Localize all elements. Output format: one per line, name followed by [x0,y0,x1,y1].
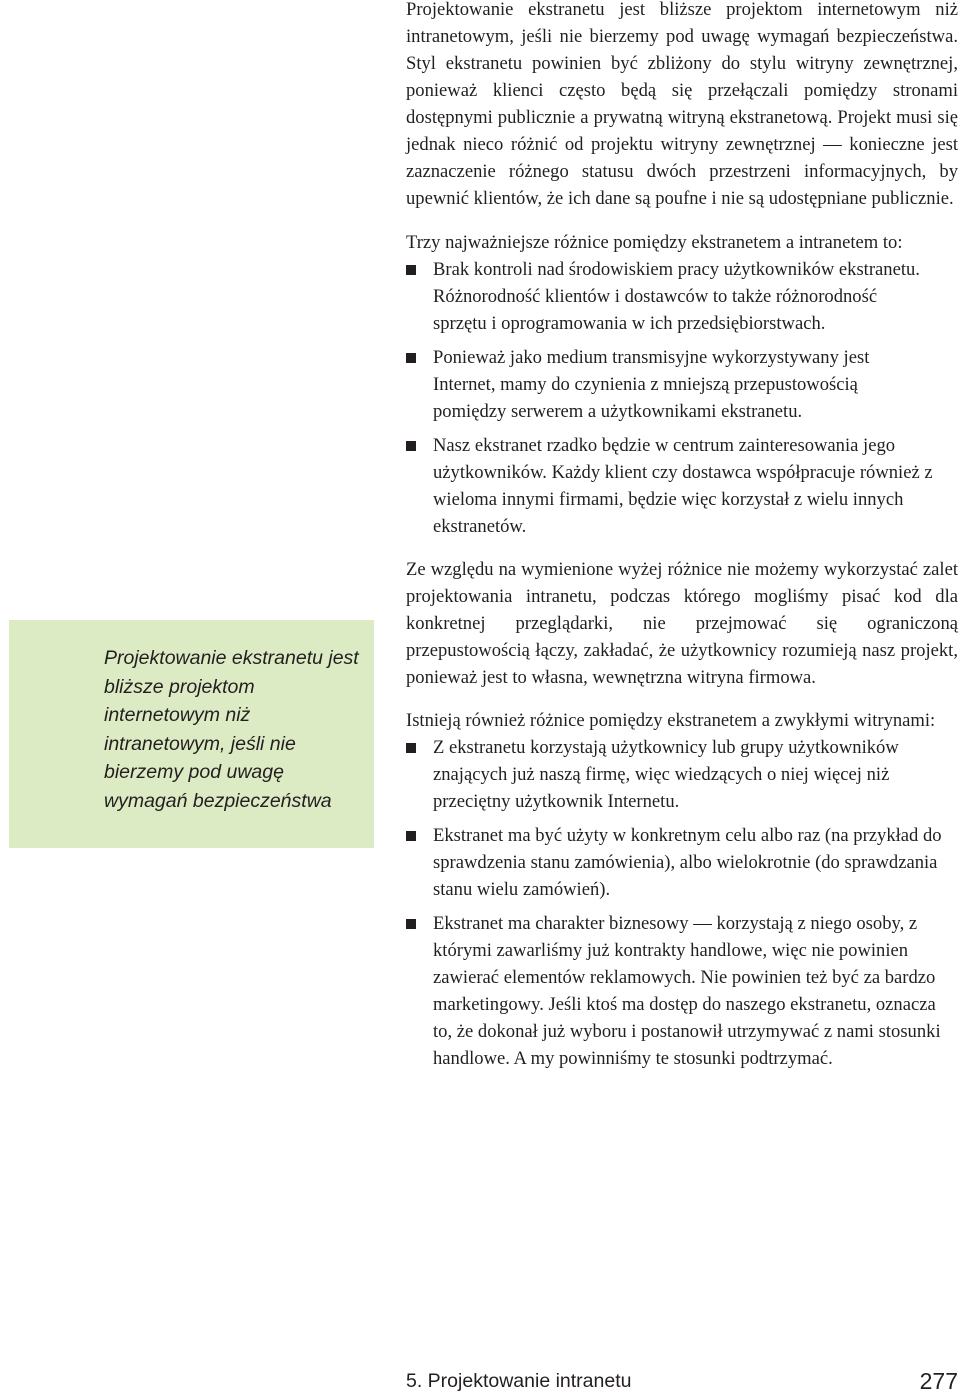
page-footer [406,1368,958,1394]
square-bullet-icon [406,441,416,451]
list-item [406,822,958,903]
differences-list [406,256,958,540]
list-item-text: Ekstranet ma być użyty w konkretnym celu albo raz (na przykład do sprawdzenia stanu zamówienia), albo wielokrotnie (do sprawdzania stanu wielu zamówień). [433,825,942,900]
list-item [406,734,958,815]
websites-lead-paragraph: Istnieją również różnice pomiędzy ekstranetem a zwykłymi witrynami: [406,710,936,731]
list-item [406,432,933,540]
list-item-text: Nasz ekstranet rzadko będzie w centrum zainteresowania jego użytkowników. Każdy klient czy dostawca współpracuje również z wieloma innymi firmami, będzie więc korzystał z wielu innych ekstranetów. [433,435,933,537]
list-item-text: Ekstranet ma charakter biznesowy — korzystają z niego osoby, z którymi zawarliśmy już kontrakty handlowe, więc nie powinien zawierać elementów reklamowych. Nie powinien też być za bardzo marketingowy. Jeśli ktoś ma dostęp do naszego ekstranetu, oznacza to, że dokonał już wyboru i postanowił utrzymywać z nami stosunki handlowe. A my powinniśmy te stosunki podtrzymać. [433,913,941,1069]
pull-quote-text: Projektowanie ekstranetu jest bliższe projektom internetowym niż intranetowym, jeśli nie bierzemy pod uwagę wymagań bezpieczeństwa [104,647,359,812]
list-item-text: Z ekstranetu korzystają użytkownicy lub grupy użytkowników znających już naszą firmę, więc wiedzących o niej więcej niż przeciętny użytkownik Internetu. [433,737,899,812]
main-text-column [406,0,958,1072]
website-differences-list [406,734,958,1072]
page-number: 277 [919,1368,958,1394]
square-bullet-icon [406,743,416,753]
differences-lead-paragraph: Trzy najważniejsze różnice pomiędzy ekstranetem a intranetem to: [406,232,903,253]
pull-quote-box [9,620,374,848]
chapter-title: 5. Projektowanie intranetu [406,1370,632,1392]
list-item-text: Ponieważ jako medium transmisyjne wykorzystywany jest Internet, mamy do czynienia z mniejszą przepustowością pomiędzy serwerem a użytkownikami ekstranetu. [433,347,870,422]
square-bullet-icon [406,353,416,363]
intro-paragraph: Projektowanie ekstranetu jest bliższe projektom internetowym niż intranetowym, jeśli nie bierzemy pod uwagę wymagań bezpieczeństwa. Styl ekstranetu powinien być zbliżony do stylu witryny zewnętrznej, ponieważ klienci często będą się przełączali pomiędzy stronami dostępnymi publicznie a prywatną witryną ekstranetową. Projekt musi się jednak nieco różnić od projektu witryny zewnętrznej — konieczne jest zaznaczenie różnego statusu dwóch przestrzeni informacyjnych, by upewnić klientów, że ich dane są poufne i nie są udostępniane publicznie. [406,0,958,209]
list-item-text: Brak kontroli nad środowiskiem pracy użytkowników ekstranetu. Różnorodność klientów i dostawców to także różnorodność sprzętu i oprogramowania w ich przedsiębiorstwach. [433,259,920,334]
square-bullet-icon [406,919,416,929]
square-bullet-icon [406,265,416,275]
list-item [406,344,933,425]
after-differences-paragraph: Ze względu na wymienione wyżej różnice nie możemy wykorzystać zalet projektowania intranetu, podczas którego mogliśmy pisać kod dla konkretnej przeglądarki, nie przejmować się ograniczoną przepustowością łączy, zakładać, że użytkownicy rozumieją nasz projekt, ponieważ jest to własna, wewnętrzna witryna firmowa. [406,559,958,688]
list-item [406,256,933,337]
square-bullet-icon [406,831,416,841]
list-item [406,910,958,1072]
